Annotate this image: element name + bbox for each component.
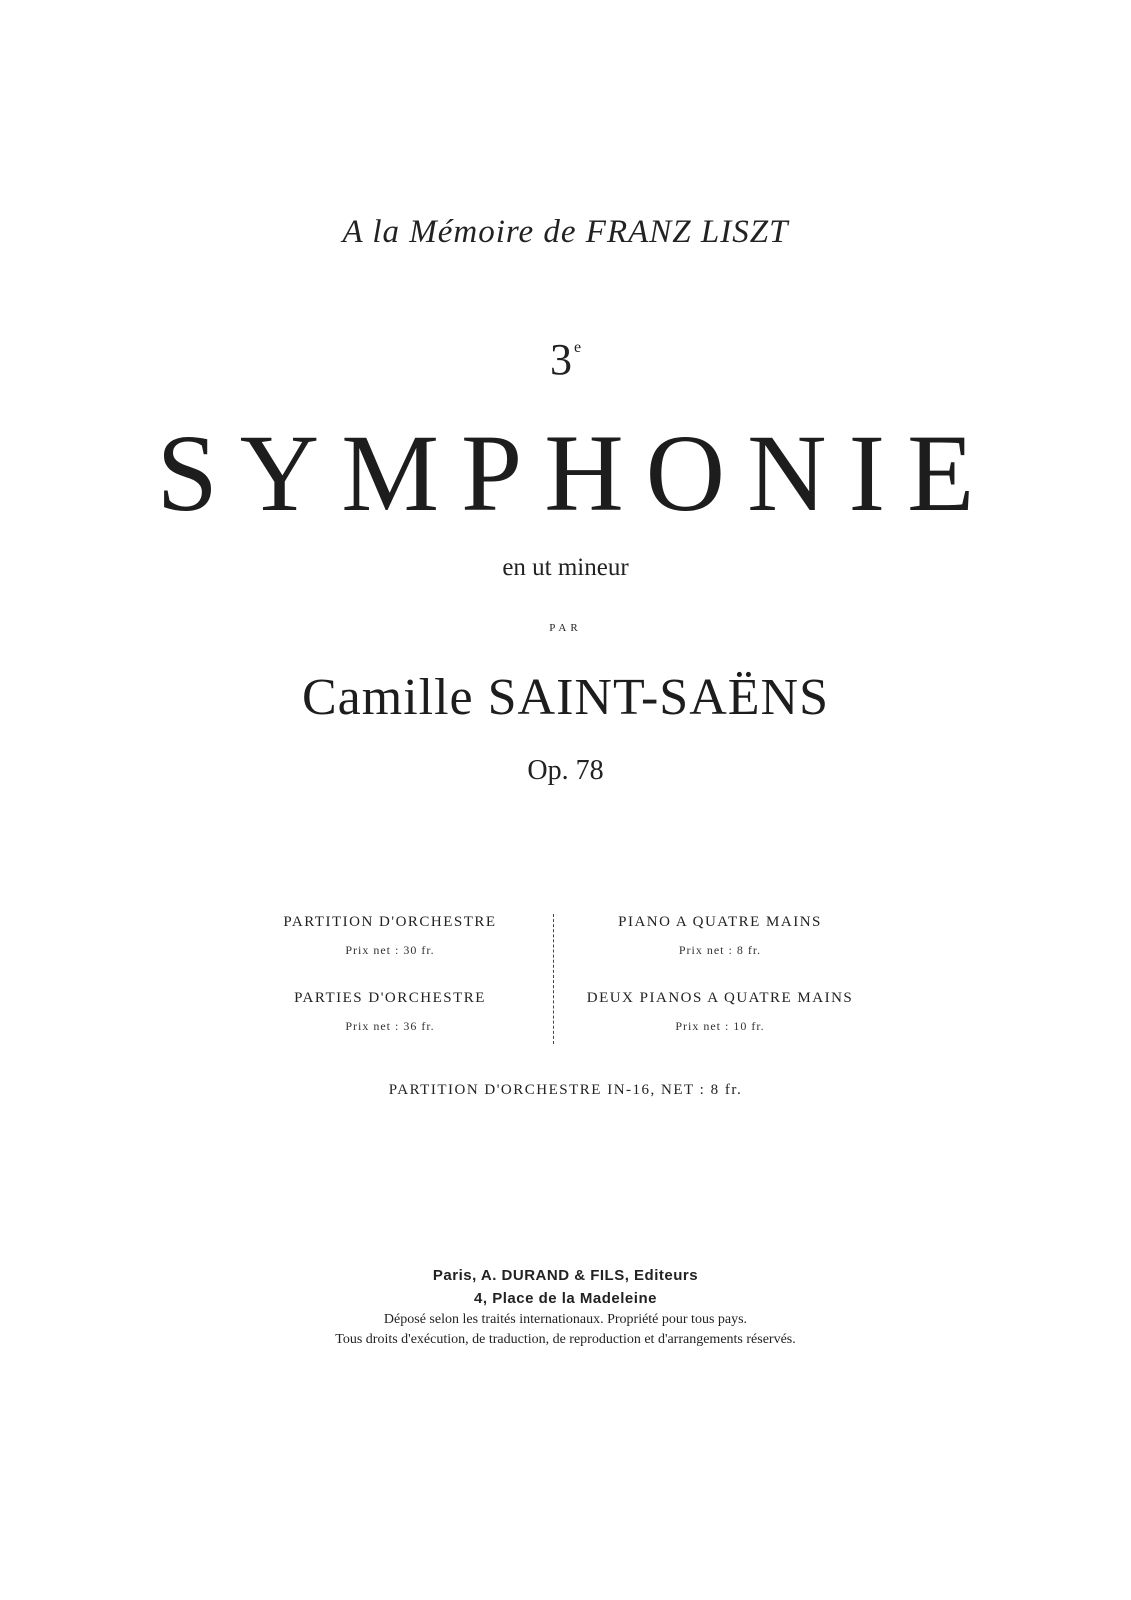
- opus-number: Op. 78: [527, 755, 604, 786]
- dedication: A la Mémoire de FRANZ LISZT: [342, 214, 789, 250]
- edition-price: Prix net : 10 fr.: [675, 1019, 765, 1033]
- symphony-number-suffix: e: [573, 339, 582, 356]
- composer-name: Camille SAINT-SAËNS: [302, 669, 829, 726]
- edition-piano-four-hands: [568, 914, 872, 958]
- legal-notice: Déposé selon les traités internationaux. Propriété pour tous pays.: [383, 1312, 748, 1327]
- page-title: SYMPHONIE: [156, 412, 997, 534]
- column-divider: [553, 914, 554, 1044]
- publisher-address: 4, Place de la Madeleine: [474, 1290, 657, 1307]
- edition-orchestra-score: [270, 914, 510, 958]
- symphony-number: [0, 334, 1131, 385]
- key-signature: en ut mineur: [502, 554, 629, 581]
- edition-title: DEUX PIANOS A QUATRE MAINS: [586, 990, 854, 1006]
- edition-title: PARTIES D'ORCHESTRE: [294, 990, 486, 1006]
- rights-notice: Tous droits d'exécution, de traduction, de reproduction et d'arrangements réservés.: [335, 1332, 796, 1347]
- symphony-number-value: 3: [549, 335, 572, 384]
- edition-two-pianos-four-hands: [568, 990, 872, 1034]
- edition-title: PARTITION D'ORCHESTRE: [283, 914, 497, 930]
- edition-price: Prix net : 30 fr.: [345, 943, 435, 957]
- edition-price: Prix net : 36 fr.: [345, 1019, 435, 1033]
- edition-price: Prix net : 8 fr.: [678, 943, 762, 957]
- edition-orchestra-parts: [270, 990, 510, 1034]
- by-label: PAR: [549, 622, 582, 634]
- publisher-name: Paris, A. DURAND & FILS, Editeurs: [432, 1267, 699, 1284]
- edition-title: PIANO A QUATRE MAINS: [618, 914, 822, 930]
- pocket-score-edition: PARTITION D'ORCHESTRE IN-16, NET : 8 fr.: [388, 1082, 743, 1098]
